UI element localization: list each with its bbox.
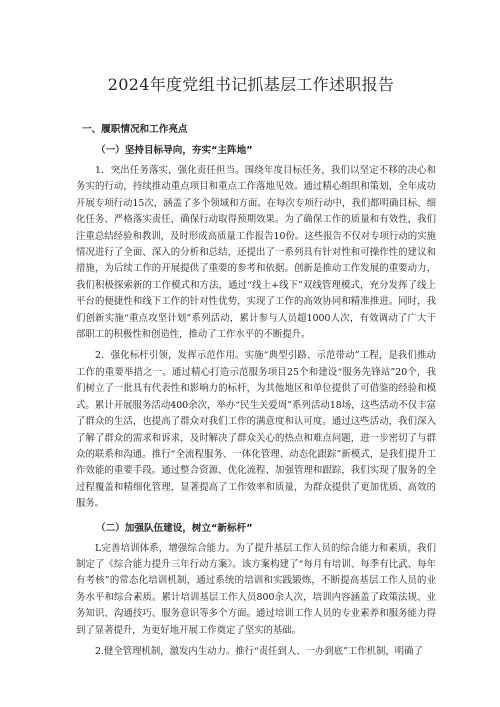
paragraph-4: 2.健全管理机制，激发内生动力。推行“责任到人、一办到底”工作机制，明确了 — [95, 645, 423, 657]
paragraph-2: 2．强化标杆引领，发挥示范作用。实施“典型引路、示范带动”工程，是我们推动工作的重要举措之一。通过精心打造示范服务项目25个和建设“服务先锋站”20个，我们树立了一批具有代表性和影响力的标杆，为其他地区和单位提供了可借鉴的经验和模式。累计开展服务活动400余次，举办“民生关爱周”系列活动18场，这些活动不仅丰富了群众的生活，也提高了群众对我们工作的满意度和认可度。通过这些活动，我们深入了解了群众的需求和诉求，及时解决了群众关心的热点和难点问题，进一步密切了与群众的联系和沟通。推行“全流程服务、一体化管理、动态化跟踪”新模式，是我们提升工作效能的重要手段。通过整合资源、优化流程、加强管理和跟踪，我们实现了服务的全过程覆盖和精细化管理，显著提高了工作效率和质量，为群众提供了更加优质、高效的服务。 — [76, 350, 436, 510]
subsection-heading-2: （二）加强队伍建设，树立“新标杆” — [96, 522, 253, 534]
paragraph-1: 1．突出任务落实，强化责任担当。围绕年度目标任务，我们以坚定不移的决心和务实的行动，持续推动重点项目和重点工作落地见效。通过精心组织和策划，全年成功开展专项行动15次，涵盖了多个领域和方面。在每次专项行动中，我们都明确目标、细化任务、严格落实责任，确保行动取得预期效果。为了确保工作的质量和有效性，我们注重总结经验和教训，及时形成高质量工作报告10份。这些报告不仅对专项行动的实施情况进行了全面、深入的分析和总结，还提出了一系列具有针对性和可操作性的建议和措施，为后续工作的开展提供了重要的参考和依据。创新是推动工作发展的重要动力，我们积极探索新的工作模式和方法，通过“线上+线下”双线管理模式，充分发挥了线上平台的便捷性和线下工作的针对性优势，实现了工作的高效协同和精准推进。同时，我们创新实施“重点攻坚计划”系列活动，累计参与人员超1000人次，有效调动了广大干部职工的积极性和创造性，推动了工作水平的不断提升。 — [76, 165, 436, 341]
section-heading: 一、履职情况和工作亮点 — [82, 124, 188, 135]
paragraph-3: L完善培训体系，增强综合能力。为了提升基层工作人员的综合能力和素质，我们制定了《综合能力提升三年行动方案》。该方案构建了“每月有培训、每季有比武、每年有考核”的常态化培训机制，通过系统的培训和实践锻炼，不断提高基层工作人员的业务水平和综合素质。累计培训基层工作人员800余人次，培训内容涵盖了政策法规、业务知识、沟通技巧、服务意识等多个方面。通过培训工作人员的专业素养和服务能力得到了显著提升，为更好地开展工作奠定了坚实的基础。 — [76, 542, 436, 636]
document-title: 2024年度党组书记抓基层工作述职报告 — [107, 75, 395, 94]
subsection-heading-1: （一）坚持目标导向，夯实“主阵地” — [96, 145, 253, 156]
